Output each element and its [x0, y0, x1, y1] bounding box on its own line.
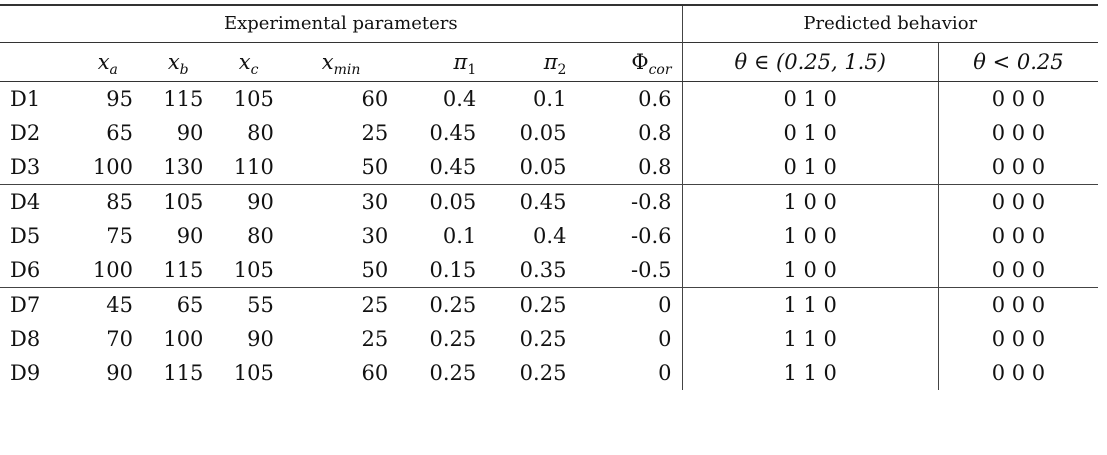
group-header-row — [0, 5, 1098, 43]
cell-xa: 65 — [106, 121, 134, 145]
cell-xa: 75 — [106, 224, 134, 248]
cell-behavior-low-theta: 0 0 0 — [938, 253, 1098, 288]
cell-xc: 105 — [233, 87, 274, 111]
cell-pi2: 0.25 — [519, 361, 567, 385]
cell-behavior-low-theta: 0 0 0 — [938, 322, 1098, 356]
col-header-id — [0, 43, 73, 82]
col-header-phi — [576, 43, 682, 82]
cell-phi: 0 — [658, 361, 672, 385]
col-header-xb-base: x — [167, 50, 180, 74]
table-row — [0, 253, 1098, 288]
cell-xa: 90 — [106, 361, 134, 385]
experimental-parameters-table — [0, 4, 1098, 390]
cell-pi2: 0.45 — [486, 185, 576, 220]
column-header-row — [0, 43, 1098, 82]
table-row — [0, 185, 1098, 220]
col-header-phi-sub: cor — [648, 62, 672, 79]
cell-id: D9 — [10, 361, 41, 385]
cell-behavior-mid-theta: 1 1 0 — [682, 288, 938, 323]
cell-xmin: 30 — [361, 224, 389, 248]
cell-xmin: 60 — [361, 361, 389, 385]
cell-xa: 100 — [92, 258, 134, 282]
cell-xa: 100 — [92, 155, 134, 179]
cell-pi2: 0.05 — [519, 121, 567, 145]
col-header-pi1 — [398, 43, 486, 82]
col-header-xa — [73, 43, 143, 82]
cell-behavior-mid-theta: 1 1 0 — [682, 322, 938, 356]
cell-phi: 0.6 — [638, 87, 672, 111]
experimental-parameters-header: Experimental parameters — [0, 5, 682, 43]
cell-pi1: 0.45 — [429, 155, 477, 179]
cell-phi: 0 — [658, 327, 672, 351]
cell-xc: 105 — [233, 258, 274, 282]
cell-behavior-low-theta: 0 0 0 — [938, 116, 1098, 150]
cell-pi1: 0.25 — [429, 361, 477, 385]
cell-phi: 0.8 — [638, 155, 672, 179]
col-header-xmin-sub: min — [333, 62, 361, 79]
cell-behavior-low-theta: 0 0 0 — [938, 185, 1098, 220]
cell-id: D2 — [10, 121, 41, 145]
col-header-xc — [213, 43, 283, 82]
cell-behavior-low-theta: 0 0 0 — [938, 219, 1098, 253]
cell-id: D3 — [10, 155, 41, 179]
cell-xa: 95 — [106, 87, 134, 111]
col-header-xb — [143, 43, 213, 82]
cell-behavior-mid-theta: 1 0 0 — [682, 185, 938, 220]
cell-xa: 85 — [73, 185, 143, 220]
cell-pi2: 0.25 — [486, 288, 576, 323]
cell-phi: -0.8 — [576, 185, 682, 220]
table-row — [0, 356, 1098, 390]
cell-xb: 90 — [176, 121, 204, 145]
cell-phi: -0.6 — [631, 224, 672, 248]
col-header-xa-sub: a — [109, 62, 118, 79]
table-row — [0, 150, 1098, 185]
cell-xa: 70 — [106, 327, 134, 351]
cell-pi1: 0.25 — [429, 327, 477, 351]
cell-pi2: 0.35 — [519, 258, 567, 282]
col-header-pi1-base: π — [453, 50, 468, 74]
col-header-pi2-base: π — [543, 50, 558, 74]
cell-xb: 115 — [163, 87, 204, 111]
col-header-behavior-low-theta: θ < 0.25 — [938, 43, 1098, 82]
cell-behavior-low-theta: 0 0 0 — [938, 356, 1098, 390]
cell-xc: 90 — [247, 327, 274, 351]
table-row — [0, 322, 1098, 356]
cell-id: D1 — [10, 87, 41, 111]
cell-behavior-low-theta: 0 0 0 — [938, 150, 1098, 185]
col-header-xb-sub: b — [179, 62, 189, 79]
cell-phi: 0.8 — [638, 121, 672, 145]
col-header-pi2-sub: 2 — [557, 62, 567, 79]
cell-xa: 45 — [73, 288, 143, 323]
cell-pi2: 0.25 — [519, 327, 567, 351]
cell-xmin: 50 — [361, 258, 389, 282]
col-header-xmin — [284, 43, 398, 82]
cell-xmin: 30 — [284, 185, 398, 220]
cell-pi1: 0.15 — [429, 258, 477, 282]
col-header-xmin-base: x — [321, 50, 334, 74]
cell-pi2: 0.1 — [533, 87, 567, 111]
cell-behavior-mid-theta: 0 1 0 — [682, 150, 938, 185]
cell-xb: 90 — [176, 224, 204, 248]
predicted-behavior-header: Predicted behavior — [682, 5, 1098, 43]
cell-xb: 115 — [163, 361, 204, 385]
col-header-xa-base: x — [97, 50, 110, 74]
table-row — [0, 288, 1098, 323]
cell-xc: 105 — [233, 361, 274, 385]
cell-xmin: 25 — [284, 288, 398, 323]
cell-behavior-low-theta: 0 0 0 — [938, 288, 1098, 323]
cell-xc: 80 — [247, 121, 274, 145]
cell-id: D8 — [10, 327, 41, 351]
col-header-behavior-mid-theta: θ ∈ (0.25, 1.5) — [682, 43, 938, 82]
cell-behavior-mid-theta: 1 0 0 — [682, 219, 938, 253]
table-row — [0, 116, 1098, 150]
cell-xb: 65 — [143, 288, 213, 323]
cell-xmin: 25 — [361, 327, 389, 351]
cell-xc: 110 — [233, 155, 274, 179]
col-header-pi2 — [486, 43, 576, 82]
cell-xb: 115 — [163, 258, 204, 282]
cell-phi: 0 — [576, 288, 682, 323]
table-body — [0, 82, 1098, 391]
col-header-xc-sub: c — [250, 62, 259, 79]
cell-pi1: 0.05 — [398, 185, 486, 220]
cell-xmin: 25 — [361, 121, 389, 145]
cell-xb: 100 — [163, 327, 204, 351]
cell-xb: 130 — [163, 155, 204, 179]
cell-pi1: 0.45 — [429, 121, 477, 145]
cell-xc: 55 — [213, 288, 283, 323]
cell-behavior-mid-theta: 1 0 0 — [682, 253, 938, 288]
cell-pi2: 0.05 — [519, 155, 567, 179]
col-header-phi-base: Φ — [631, 50, 649, 74]
cell-behavior-mid-theta: 0 1 0 — [682, 116, 938, 150]
cell-xmin: 60 — [361, 87, 389, 111]
cell-pi1: 0.4 — [442, 87, 477, 111]
cell-xc: 80 — [247, 224, 274, 248]
cell-xmin: 50 — [361, 155, 389, 179]
cell-behavior-mid-theta: 1 1 0 — [682, 356, 938, 390]
col-header-xc-base: x — [238, 50, 251, 74]
cell-id: D4 — [0, 185, 73, 220]
cell-behavior-mid-theta: 0 1 0 — [682, 82, 938, 117]
table-row — [0, 82, 1098, 117]
cell-xc: 90 — [213, 185, 283, 220]
cell-behavior-low-theta: 0 0 0 — [938, 82, 1098, 117]
cell-phi: -0.5 — [631, 258, 672, 282]
cell-pi1: 0.25 — [398, 288, 486, 323]
cell-xb: 105 — [143, 185, 213, 220]
cell-pi1: 0.1 — [442, 224, 477, 248]
col-header-pi1-sub: 1 — [467, 62, 477, 79]
table-row — [0, 219, 1098, 253]
cell-pi2: 0.4 — [533, 224, 567, 248]
cell-id: D5 — [10, 224, 41, 248]
cell-id: D7 — [0, 288, 73, 323]
cell-id: D6 — [10, 258, 41, 282]
